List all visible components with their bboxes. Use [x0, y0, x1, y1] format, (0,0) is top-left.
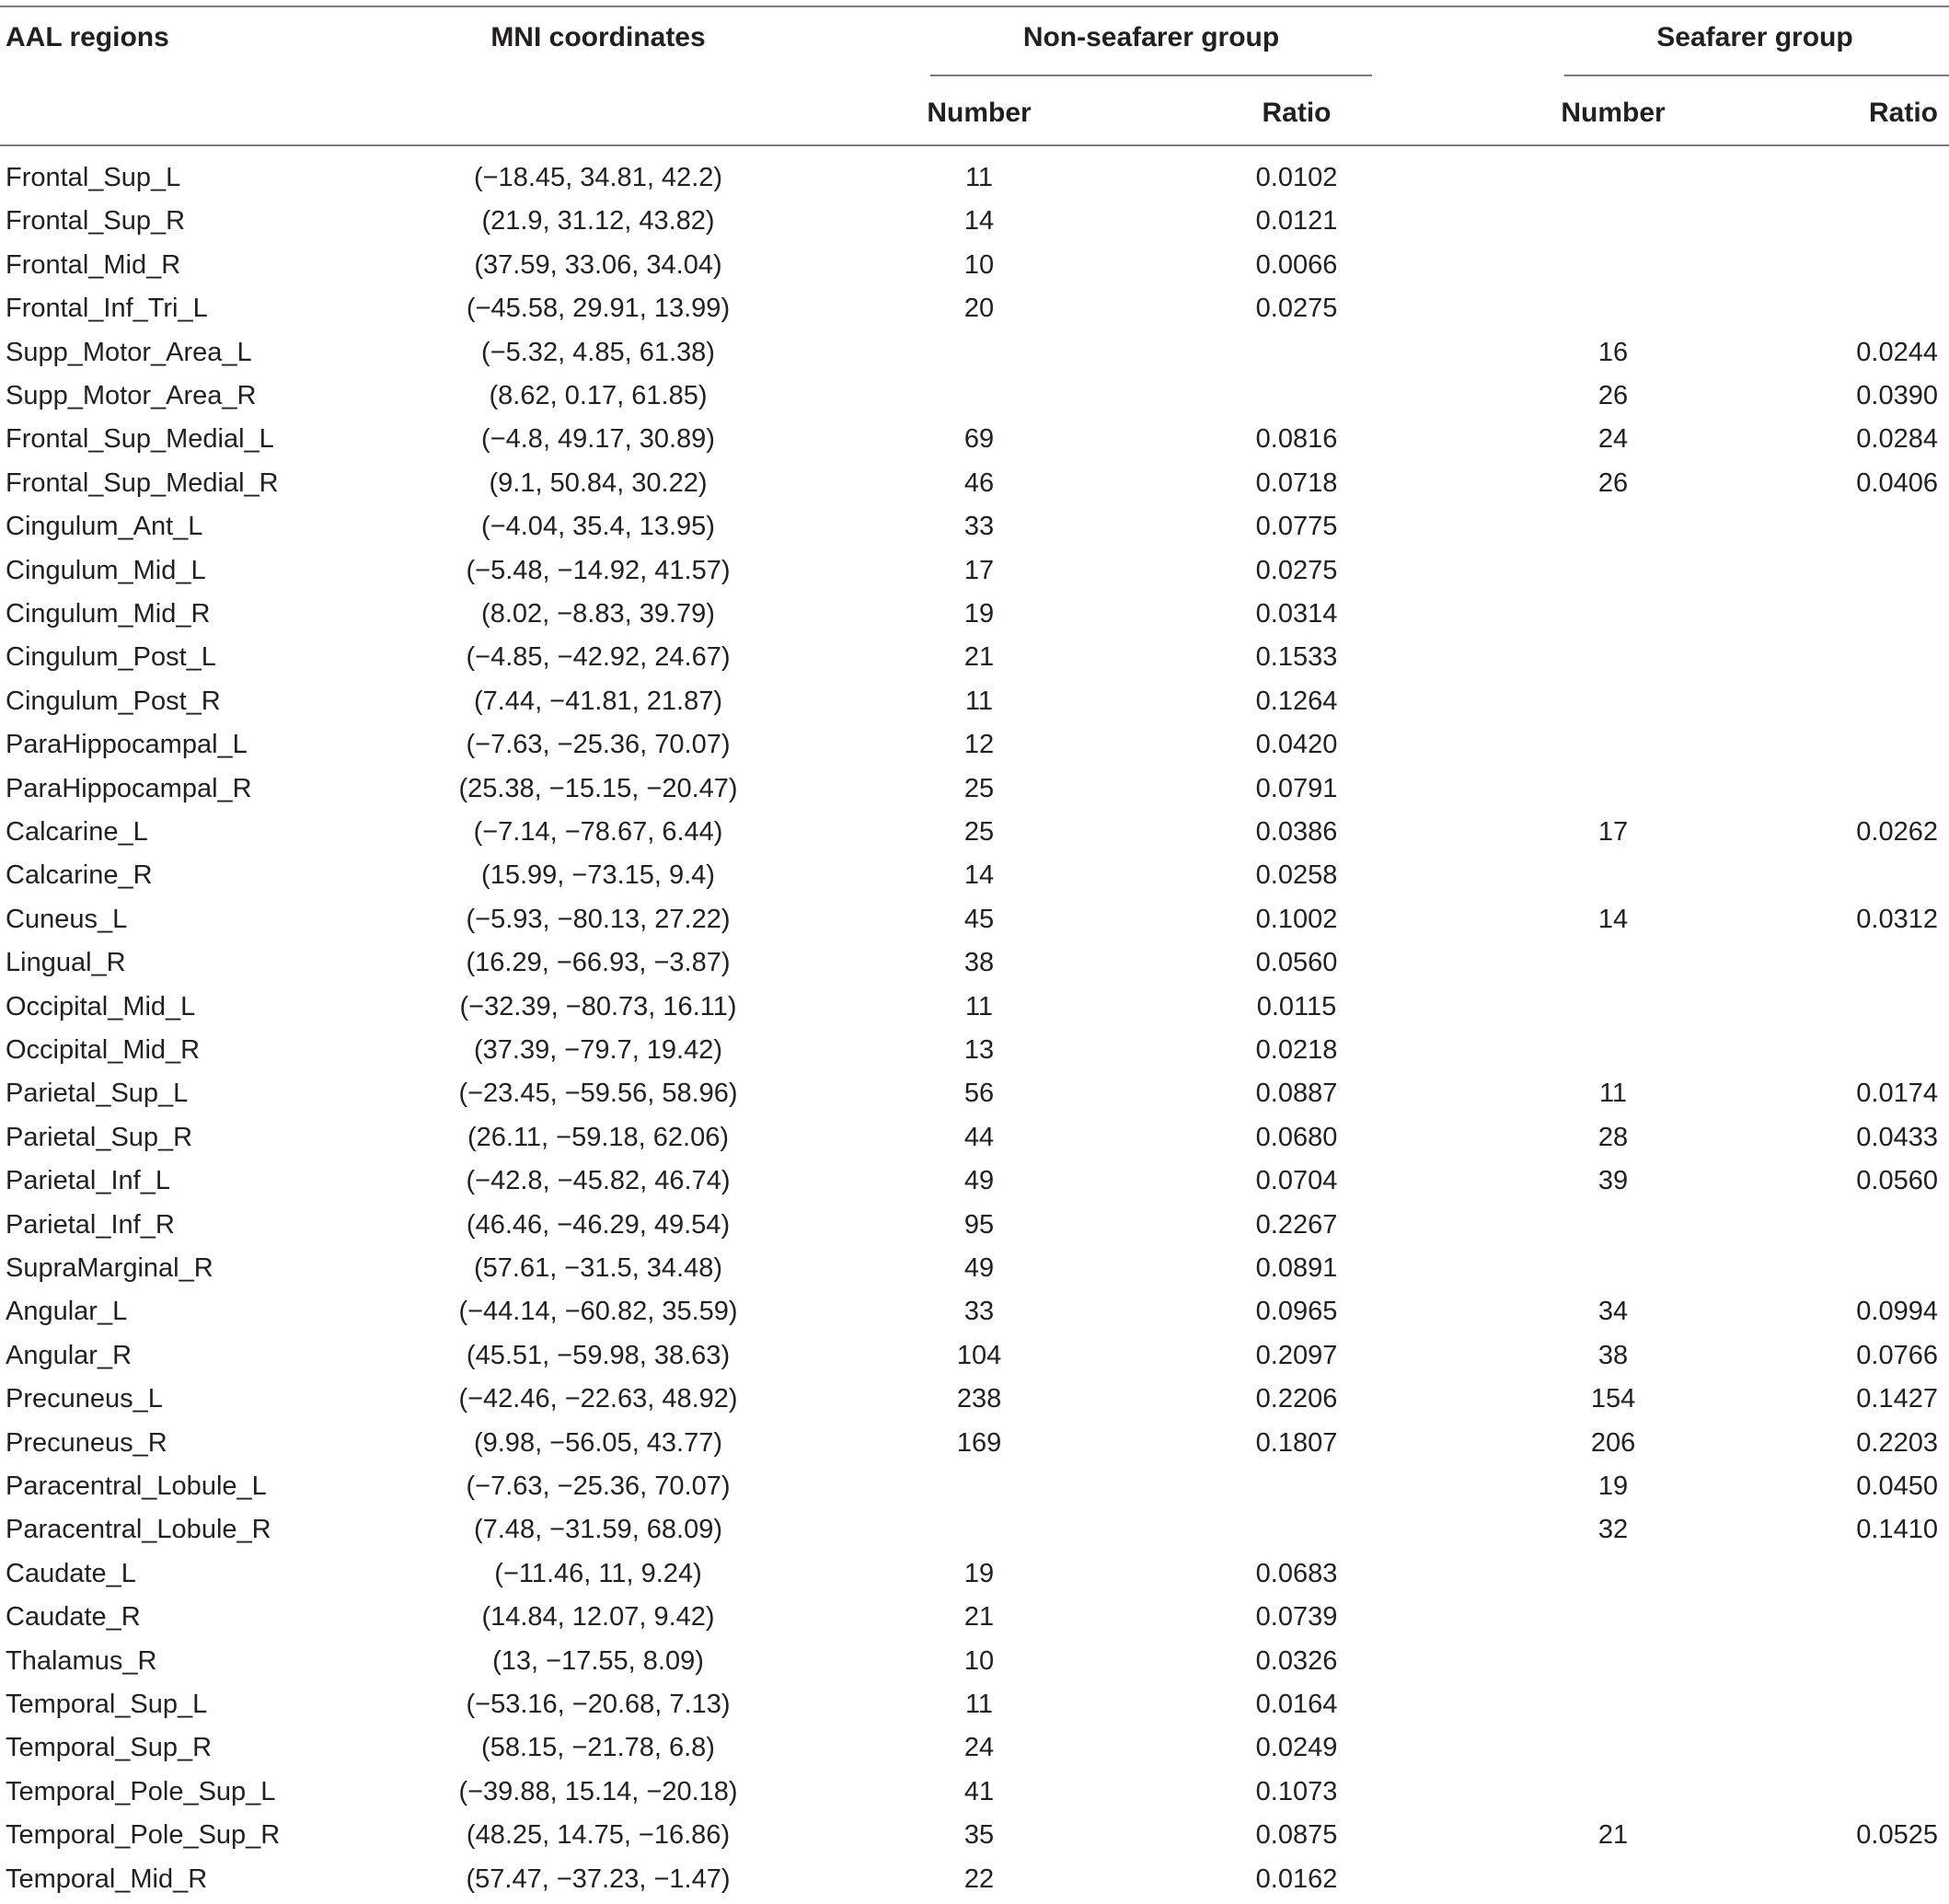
region-cell: Precuneus_L: [6, 1384, 163, 1414]
s-number-cell: 14: [1597, 904, 1629, 934]
coord-cell: (16.29, −66.93, −3.87): [466, 948, 731, 978]
s-number-cell: 38: [1597, 1340, 1629, 1370]
region-cell: Caudate_R: [6, 1602, 141, 1633]
table-row: [0, 726, 1949, 769]
coord-cell: (−7.63, −25.36, 70.07): [466, 1471, 731, 1501]
table-row: [0, 1555, 1949, 1598]
ns-number-cell: 14: [963, 206, 995, 237]
ns-ratio-cell: 0.0560: [1255, 948, 1338, 978]
region-cell: Thalamus_R: [6, 1645, 157, 1676]
coord-cell: (−42.46, −22.63, 48.92): [458, 1384, 738, 1414]
table-row: [0, 1380, 1949, 1424]
ns-ratio-cell: 0.0164: [1255, 1690, 1338, 1719]
table-row: [0, 988, 1949, 1032]
table-row: [0, 421, 1949, 464]
region-cell: ParaHippocampal_L: [6, 730, 248, 760]
coord-cell: (9.98, −56.05, 43.77): [473, 1427, 723, 1458]
ns-number-cell: 21: [963, 1602, 995, 1633]
coord-cell: (−5.32, 4.85, 61.38): [481, 337, 715, 367]
ns-ratio-cell: 0.0739: [1255, 1602, 1338, 1633]
ns-number-cell: 12: [963, 730, 995, 760]
coord-cell: (−45.58, 29.91, 13.99): [466, 294, 731, 324]
ns-number-cell: 11: [964, 163, 994, 192]
table-row: [0, 247, 1949, 290]
header-aal-regions: AAL regions: [6, 22, 169, 52]
table-row: [0, 1032, 1949, 1075]
region-cell: Temporal_Pole_Sup_L: [6, 1776, 276, 1806]
ns-number-cell: 44: [963, 1122, 995, 1152]
region-cell: Cingulum_Ant_L: [6, 512, 203, 542]
table-row: [0, 1250, 1949, 1293]
coord-cell: (48.25, 14.75, −16.86): [466, 1820, 731, 1851]
ns-number-cell: 20: [963, 294, 995, 324]
ns-ratio-cell: 0.0875: [1255, 1820, 1338, 1851]
ns-ratio-cell: 0.0683: [1255, 1558, 1338, 1588]
coord-cell: (−5.93, −80.13, 27.22): [466, 904, 731, 934]
region-cell: Occipital_Mid_L: [6, 991, 196, 1021]
s-ratio-cell: 0.0244: [1856, 337, 1938, 367]
table-row: [0, 901, 1949, 944]
table-row: [0, 944, 1949, 987]
coord-cell: (58.15, −21.78, 6.8): [481, 1733, 715, 1763]
s-number-cell: 39: [1597, 1166, 1629, 1196]
table-row: [0, 857, 1949, 900]
coord-cell: (7.44, −41.81, 21.87): [473, 686, 723, 716]
ns-ratio-cell: 0.0887: [1255, 1079, 1338, 1109]
ns-number-cell: 69: [963, 424, 995, 455]
region-cell: ParaHippocampal_R: [6, 773, 252, 803]
ns-ratio-cell: 0.0386: [1255, 817, 1338, 847]
s-ratio-cell: 0.0284: [1856, 424, 1938, 455]
region-cell: SupraMarginal_R: [6, 1253, 213, 1283]
s-number-cell: 11: [1598, 1079, 1628, 1109]
ns-ratio-cell: 0.0420: [1255, 730, 1338, 760]
ns-number-cell: 49: [963, 1166, 995, 1196]
ns-ratio-cell: 0.0121: [1255, 206, 1338, 237]
ns-ratio-cell: 0.2097: [1255, 1340, 1338, 1370]
coord-cell: (25.38, −15.15, −20.47): [458, 773, 738, 803]
ns-number-cell: 11: [964, 991, 994, 1021]
s-number-cell: 16: [1597, 337, 1629, 367]
ns-number-cell: 19: [963, 1558, 995, 1588]
region-cell: Temporal_Pole_Sup_R: [6, 1820, 281, 1851]
ns-ratio-cell: 0.0066: [1255, 249, 1338, 280]
s-number-cell: 26: [1597, 381, 1629, 410]
coord-cell: (13, −17.55, 8.09): [492, 1645, 704, 1676]
coord-cell: (7.48, −31.59, 68.09): [473, 1515, 723, 1545]
table-row: [0, 290, 1949, 333]
s-number-cell: 24: [1597, 424, 1629, 455]
table-row: [0, 377, 1949, 421]
coord-cell: (9.1, 50.84, 30.22): [489, 467, 708, 498]
coord-cell: (−53.16, −20.68, 7.13): [466, 1690, 731, 1719]
region-cell: Angular_L: [6, 1297, 128, 1327]
region-cell: Parietal_Sup_R: [6, 1122, 193, 1152]
ns-number-cell: 24: [963, 1733, 995, 1763]
ns-ratio-cell: 0.0891: [1255, 1253, 1338, 1283]
ns-number-cell: 38: [963, 948, 995, 978]
table-row: [0, 1643, 1949, 1686]
region-cell: Frontal_Sup_R: [6, 206, 186, 237]
s-number-cell: 19: [1597, 1471, 1629, 1501]
ns-number-cell: 238: [956, 1384, 1002, 1414]
table-row: [0, 1773, 1949, 1817]
s-ratio-cell: 0.0560: [1856, 1166, 1938, 1196]
ns-number-cell: 33: [963, 512, 995, 542]
s-ratio-cell: 0.0450: [1856, 1471, 1938, 1501]
s-number-cell: 17: [1597, 817, 1629, 847]
region-cell: Frontal_Mid_R: [6, 249, 181, 280]
coord-cell: (−7.63, −25.36, 70.07): [466, 730, 731, 760]
ns-number-cell: 41: [963, 1776, 995, 1806]
ns-ratio-cell: 0.1533: [1255, 642, 1338, 673]
header-mni-coordinates: MNI coordinates: [490, 22, 706, 52]
ns-ratio-cell: 0.0258: [1255, 860, 1338, 891]
ns-number-cell: 10: [963, 1645, 995, 1676]
ns-ratio-cell: 0.0791: [1255, 773, 1338, 803]
ns-number-cell: 19: [963, 599, 995, 629]
ns-number-cell: 11: [964, 686, 994, 716]
region-cell: Cingulum_Post_L: [6, 642, 216, 673]
s-number-cell: 206: [1590, 1427, 1636, 1458]
table-row: [0, 1468, 1949, 1511]
s-number-cell: 34: [1597, 1297, 1629, 1327]
s-number-cell: 28: [1597, 1122, 1629, 1152]
region-cell: Parietal_Inf_L: [6, 1166, 170, 1196]
ns-ratio-cell: 0.0718: [1255, 467, 1338, 498]
ns-ratio-cell: 0.0775: [1255, 512, 1338, 542]
ns-ratio-cell: 0.0680: [1255, 1122, 1338, 1152]
table-row: [0, 202, 1949, 246]
ns-ratio-cell: 0.0314: [1255, 599, 1338, 629]
table-row: [0, 1598, 1949, 1642]
table-row: [0, 595, 1949, 639]
coord-cell: (−44.14, −60.82, 35.59): [458, 1297, 738, 1327]
ns-number-cell: 35: [963, 1820, 995, 1851]
region-cell: Cuneus_L: [6, 904, 128, 934]
table-row: [0, 814, 1949, 857]
region-cell: Frontal_Inf_Tri_L: [6, 294, 208, 324]
ns-ratio-cell: 0.2206: [1255, 1384, 1338, 1414]
s-ratio-cell: 0.0174: [1856, 1079, 1938, 1109]
region-cell: Cingulum_Mid_L: [6, 555, 206, 585]
s-number-cell: 32: [1597, 1515, 1629, 1545]
ns-ratio-cell: 0.0965: [1255, 1297, 1338, 1327]
ns-number-cell: 21: [963, 642, 995, 673]
s-ratio-cell: 0.0262: [1856, 817, 1938, 847]
s-ratio-cell: 0.1427: [1856, 1384, 1938, 1414]
region-cell: Paracentral_Lobule_L: [6, 1471, 267, 1501]
s-ratio-cell: 0.0766: [1856, 1340, 1938, 1370]
coord-cell: (8.02, −8.83, 39.79): [481, 599, 715, 629]
ns-ratio-cell: 0.0326: [1255, 1645, 1338, 1676]
ns-number-cell: 14: [963, 860, 995, 891]
ns-number-cell: 17: [963, 555, 995, 585]
coord-cell: (45.51, −59.98, 38.63): [466, 1340, 731, 1370]
table-row: [0, 334, 1949, 377]
s-ratio-cell: 0.0994: [1856, 1297, 1938, 1327]
coord-cell: (−4.8, 49.17, 30.89): [481, 424, 715, 455]
ns-number-cell: 11: [964, 1690, 994, 1719]
non-seafarer-subrule: [930, 75, 1372, 76]
coord-cell: (−7.14, −78.67, 6.44): [473, 817, 723, 847]
s-number-cell: 26: [1597, 467, 1629, 498]
coord-cell: (26.11, −59.18, 62.06): [467, 1122, 730, 1152]
header-seafarer-group: Seafarer group: [1656, 22, 1853, 52]
table-row: [0, 639, 1949, 682]
coord-cell: (57.47, −37.23, −1.47): [466, 1864, 731, 1894]
region-cell: Parietal_Inf_R: [6, 1209, 175, 1240]
ns-ratio-cell: 0.0816: [1255, 424, 1338, 455]
table-row: [0, 683, 1949, 726]
coord-cell: (15.99, −73.15, 9.4): [481, 860, 715, 891]
ns-ratio-cell: 0.1807: [1255, 1427, 1338, 1458]
coord-cell: (8.62, 0.17, 61.85): [489, 381, 708, 410]
region-cell: Frontal_Sup_Medial_L: [6, 424, 274, 455]
ns-number-cell: 46: [963, 467, 995, 498]
region-cell: Supp_Motor_Area_L: [6, 337, 252, 367]
coord-cell: (37.59, 33.06, 34.04): [474, 249, 722, 280]
region-cell: Temporal_Mid_R: [6, 1864, 208, 1894]
coord-cell: (14.84, 12.07, 9.42): [481, 1602, 715, 1633]
ns-ratio-cell: 0.0275: [1255, 294, 1338, 324]
region-cell: Lingual_R: [6, 948, 126, 978]
ns-ratio-cell: 0.0275: [1255, 555, 1338, 585]
coord-cell: (−5.48, −14.92, 41.57): [466, 555, 731, 585]
s-ratio-cell: 0.1410: [1856, 1515, 1938, 1545]
table-row: [0, 465, 1949, 508]
region-cell: Temporal_Sup_L: [6, 1690, 208, 1719]
header-s-number: Number: [1561, 98, 1666, 128]
region-cell: Cingulum_Mid_R: [6, 599, 211, 629]
header-s-ratio: Ratio: [1869, 98, 1938, 128]
header-rule: [0, 144, 1949, 146]
ns-number-cell: 25: [963, 817, 995, 847]
coord-cell: (−11.46, 11, 9.24): [494, 1558, 702, 1588]
region-cell: Temporal_Sup_R: [6, 1733, 213, 1763]
table-row: [0, 770, 1949, 814]
region-cell: Caudate_L: [6, 1558, 136, 1588]
table-row: [0, 1729, 1949, 1772]
region-cell: Paracentral_Lobule_R: [6, 1515, 271, 1545]
ns-ratio-cell: 0.0115: [1256, 991, 1337, 1021]
seafarer-subrule: [1564, 75, 1949, 76]
table-row: [0, 1162, 1949, 1206]
ns-ratio-cell: 0.2267: [1255, 1209, 1338, 1240]
table-row: [0, 1511, 1949, 1554]
region-cell: Cingulum_Post_R: [6, 686, 221, 716]
ns-number-cell: 25: [963, 773, 995, 803]
ns-number-cell: 33: [963, 1297, 995, 1327]
coord-cell: (21.9, 31.12, 43.82): [481, 206, 715, 237]
ns-number-cell: 22: [963, 1864, 995, 1894]
coord-cell: (−42.8, −45.82, 46.74): [466, 1166, 731, 1196]
ns-number-cell: 13: [963, 1035, 995, 1065]
table-row: [0, 1817, 1949, 1860]
coord-cell: (−18.45, 34.81, 42.2): [473, 163, 723, 192]
ns-number-cell: 104: [956, 1340, 1002, 1370]
region-cell: Calcarine_R: [6, 860, 153, 891]
ns-ratio-cell: 0.0218: [1255, 1035, 1338, 1065]
region-cell: Angular_R: [6, 1340, 133, 1370]
region-cell: Frontal_Sup_L: [6, 163, 181, 192]
coord-cell: (57.61, −31.5, 34.48): [473, 1253, 723, 1283]
s-ratio-cell: 0.2203: [1856, 1427, 1938, 1458]
header-ns-ratio: Ratio: [1262, 98, 1332, 128]
ns-ratio-cell: 0.0249: [1255, 1733, 1338, 1763]
coord-cell: (−4.04, 35.4, 13.95): [481, 512, 715, 542]
ns-number-cell: 49: [963, 1253, 995, 1283]
s-ratio-cell: 0.0433: [1856, 1122, 1938, 1152]
region-cell: Parietal_Sup_L: [6, 1079, 189, 1109]
header-non-seafarer-group: Non-seafarer group: [1022, 22, 1280, 52]
s-ratio-cell: 0.0406: [1856, 467, 1938, 498]
table-row: [0, 1119, 1949, 1162]
table-row: [0, 159, 1949, 202]
s-ratio-cell: 0.0525: [1856, 1820, 1938, 1851]
ns-ratio-cell: 0.0102: [1255, 163, 1338, 192]
ns-number-cell: 95: [963, 1209, 995, 1240]
s-ratio-cell: 0.0390: [1856, 381, 1938, 410]
table-row: [0, 508, 1949, 551]
table-row: [0, 1861, 1949, 1904]
s-ratio-cell: 0.0312: [1856, 904, 1938, 934]
ns-number-cell: 56: [963, 1079, 995, 1109]
ns-ratio-cell: 0.0162: [1255, 1864, 1338, 1894]
ns-ratio-cell: 0.1264: [1255, 686, 1338, 716]
table-row: [0, 552, 1949, 595]
coord-cell: (−32.39, −80.73, 16.11): [459, 991, 737, 1021]
region-cell: Calcarine_L: [6, 817, 148, 847]
coord-cell: (−4.85, −42.92, 24.67): [466, 642, 731, 673]
ns-number-cell: 45: [963, 904, 995, 934]
ns-number-cell: 10: [963, 249, 995, 280]
table-row: [0, 1337, 1949, 1380]
table-row: [0, 1075, 1949, 1118]
ns-ratio-cell: 0.1002: [1255, 904, 1338, 934]
ns-ratio-cell: 0.1073: [1255, 1776, 1338, 1806]
top-rule: [0, 6, 1949, 7]
table-row: [0, 1206, 1949, 1250]
s-number-cell: 154: [1590, 1384, 1636, 1414]
region-cell: Precuneus_R: [6, 1427, 167, 1458]
coord-cell: (−39.88, 15.14, −20.18): [458, 1776, 738, 1806]
header-ns-number: Number: [927, 98, 1032, 128]
coord-cell: (46.46, −46.29, 49.54): [466, 1209, 731, 1240]
region-cell: Supp_Motor_Area_R: [6, 381, 257, 410]
region-cell: Occipital_Mid_R: [6, 1035, 201, 1065]
region-cell: Frontal_Sup_Medial_R: [6, 467, 279, 498]
ns-ratio-cell: 0.0704: [1255, 1166, 1338, 1196]
coord-cell: (−23.45, −59.56, 58.96): [458, 1079, 738, 1109]
table-row: [0, 1293, 1949, 1336]
coord-cell: (37.39, −79.7, 19.42): [473, 1035, 723, 1065]
table-row: [0, 1425, 1949, 1468]
table-row: [0, 1686, 1949, 1729]
ns-number-cell: 169: [956, 1427, 1002, 1458]
s-number-cell: 21: [1597, 1820, 1629, 1851]
